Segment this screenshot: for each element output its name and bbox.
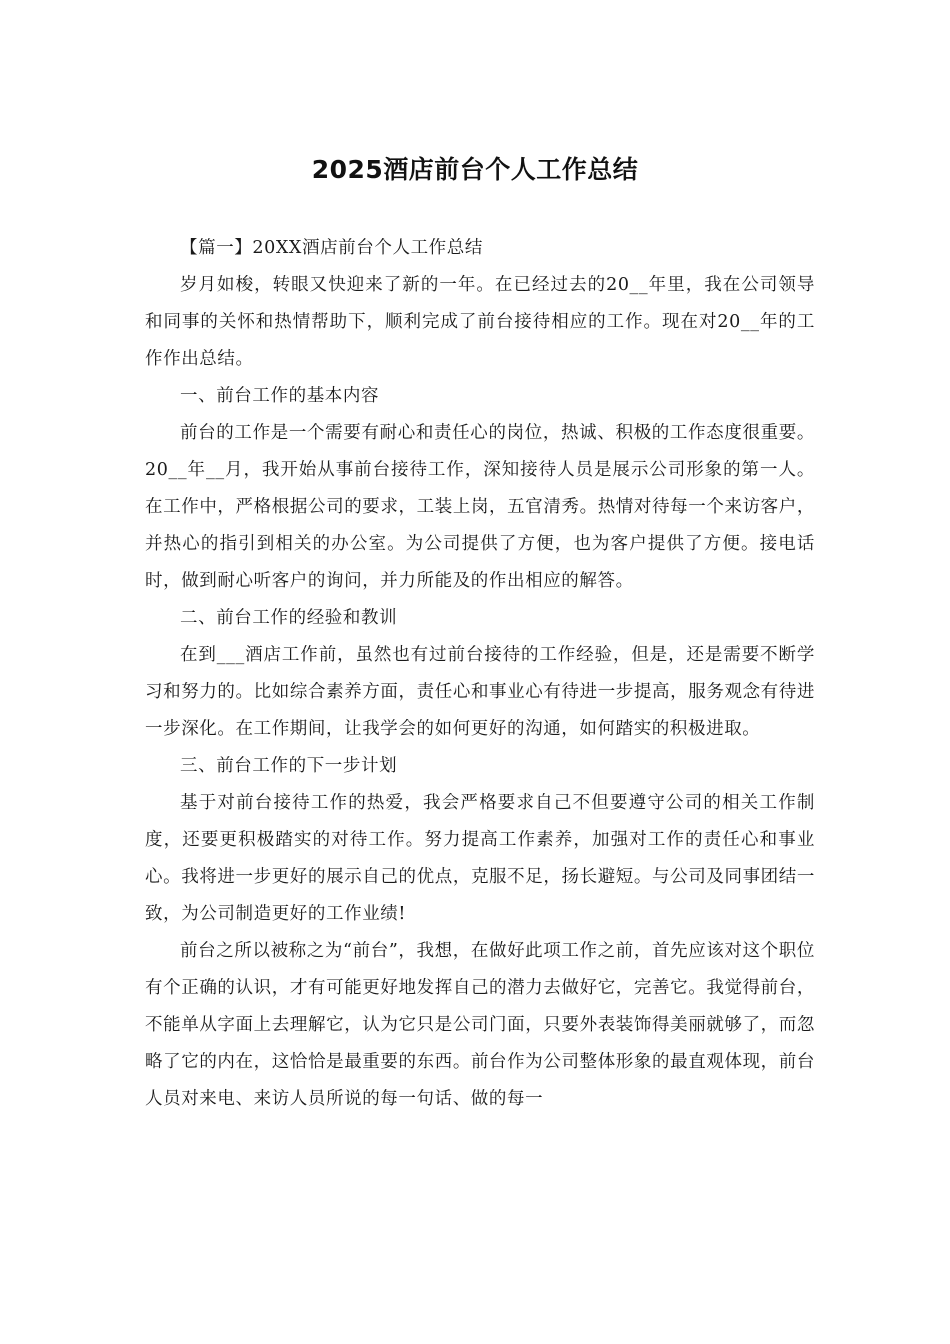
section-heading-part-one: 【篇一】20XX酒店前台个人工作总结 <box>180 238 483 258</box>
document-title: 2025酒店前台个人工作总结 <box>311 155 639 184</box>
paragraph-next-plan: 基于对前台接待工作的热爱，我会严格要求自己不但要遵守公司的相关工作制度，还要更积极踏实的对待工作。努力提高工作素养，加强对工作的责任心和事业心。我将进一步更好的展示自己的优点，克服不足，扬长避短。与公司及同事团结一致，为公司制造更好的工作业绩! <box>145 793 815 924</box>
section-heading-next-plan: 三、前台工作的下一步计划 <box>180 756 398 776</box>
document-body <box>145 230 815 1118</box>
section-heading-experience: 二、前台工作的经验和教训 <box>180 608 398 628</box>
paragraph-experience: 在到___酒店工作前，虽然也有过前台接待的工作经验，但是，还是需要不断学习和努力的。比如综合素养方面，责任心和事业心有待进一步提高，服务观念有待进一步深化。在工作期间，让我学会的如何更好的沟通，如何踏实的积极进取。 <box>145 645 815 739</box>
paragraph-basic-content: 前台的工作是一个需要有耐心和责任心的岗位，热诚、积极的工作态度很重要。20__年__月，我开始从事前台接待工作，深知接待人员是展示公司形象的第一人。在工作中，严格根据公司的要求，工装上岗，五官清秀。热情对待每一个来访客户，并热心的指引到相关的办公室。为公司提供了方便，也为客户提供了方便。接电话时，做到耐心听客户的询问，并力所能及的作出相应的解答。 <box>145 423 815 591</box>
paragraph-intro: 岁月如梭，转眼又快迎来了新的一年。在已经过去的20__年里，我在公司领导和同事的关怀和热情帮助下，顺利完成了前台接待相应的工作。现在对20__年的工作作出总结。 <box>145 275 815 369</box>
section-heading-basic-content: 一、前台工作的基本内容 <box>180 386 380 406</box>
paragraph-front-desk-meaning: 前台之所以被称之为“前台”，我想，在做好此项工作之前，首先应该对这个职位有个正确的认识，才有可能更好地发挥自己的潜力去做好它，完善它。我觉得前台，不能单从字面上去理解它，认为它只是公司门面，只要外表装饰得美丽就够了，而忽略了它的内在，这恰恰是最重要的东西。前台作为公司整体形象的最直观体现，前台人员对来电、来访人员所说的每一句话、做的每一 <box>145 941 815 1109</box>
